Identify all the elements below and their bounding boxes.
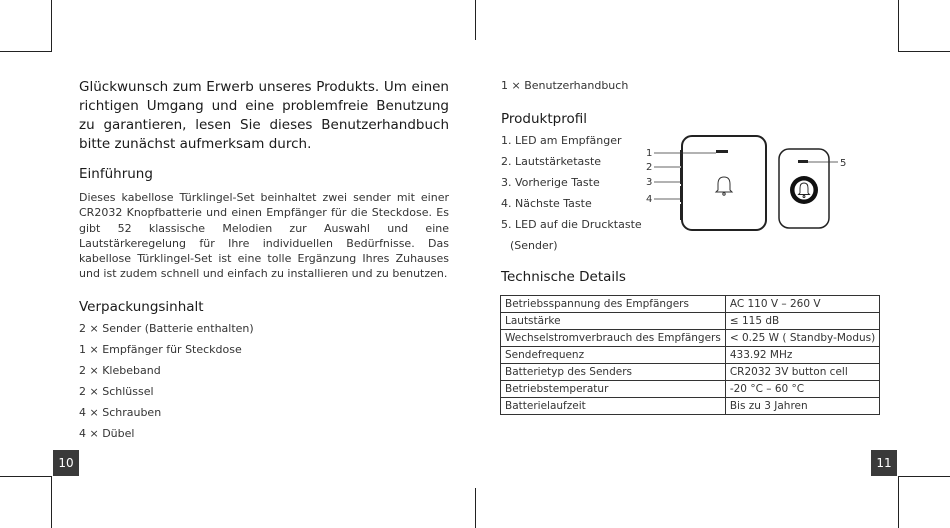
crop-mark (898, 476, 950, 477)
crop-mark (898, 476, 899, 528)
table-row (501, 398, 880, 415)
list-item: 3. Vorherige Taste (501, 176, 600, 189)
tech-heading: Technische Details (501, 269, 626, 285)
spec-value: 433.92 MHz (725, 347, 879, 364)
list-item: 4 × Schrauben (79, 406, 162, 419)
page-number-left: 10 (53, 450, 79, 476)
package-item-manual: 1 × Benutzerhandbuch (501, 79, 629, 92)
profile-heading: Produktprofil (501, 111, 587, 127)
table-row (501, 381, 880, 398)
list-item: 4 × Dübel (79, 427, 135, 440)
spec-table (500, 295, 880, 415)
crop-mark (51, 476, 52, 528)
intro-paragraph: Glückwunsch zum Erwerb unseres Produkts. Um einen richtigen Umgang und eine problemfreie Benutzung zu garantieren, lesen Sie dieses Benutzerhandbuch bitte zunächst aufmerksam durch. (79, 79, 449, 152)
spec-value: ≤ 115 dB (725, 313, 879, 330)
table-row (501, 364, 880, 381)
list-item: 1 × Empfänger für Steckdose (79, 343, 242, 356)
table-row (501, 296, 880, 313)
profile-list (501, 130, 642, 256)
list-item: 4. Nächste Taste (501, 197, 592, 210)
intro-body: Dieses kabellose Türklingel-Set beinhaltet zwei sender mit einer CR2032 Knopfbatterie und einen Empfänger für die Steckdose. Es gibt 52 klassische Melodien zur Auswahl und eine Lautstärkeregelung für Ihre individuellen Bedürfnisse. Das kabellose Türklingel-Set ist eine tolle Ergänzung Ihres Zuhauses und ist zudem schnell und einfach zu installieren und zu benutzen. (79, 191, 449, 281)
receiver-side-button (680, 204, 683, 220)
crop-mark (475, 488, 476, 528)
crop-mark (0, 51, 52, 52)
spec-value: AC 110 V – 260 V (725, 296, 879, 313)
table-row (501, 313, 880, 330)
crop-mark (0, 476, 52, 477)
list-item: 2 × Sender (Batterie enthalten) (79, 322, 254, 335)
intro-heading: Einführung (79, 166, 153, 182)
spec-value: < 0.25 W ( Standby-Modus) (725, 330, 879, 347)
spec-label: Wechselstromverbrauch des Empfängers (501, 330, 726, 347)
diagram-label-2: 2 (646, 162, 653, 173)
diagram-label-4: 4 (646, 194, 653, 205)
spec-label: Betriebstemperatur (501, 381, 726, 398)
spec-value: CR2032 3V button cell (725, 364, 879, 381)
crop-mark (898, 51, 950, 52)
bell-icon (716, 177, 732, 195)
list-item: 2 × Schlüssel (79, 385, 154, 398)
page-number-right: 11 (871, 450, 897, 476)
crop-mark (475, 0, 476, 40)
spec-label: Sendefrequenz (501, 347, 726, 364)
transmitter-led (798, 160, 808, 163)
list-item: 1. LED am Empfänger (501, 134, 622, 147)
product-diagram (640, 132, 855, 237)
receiver-led (716, 150, 728, 153)
spec-value: -20 °C – 60 °C (725, 381, 879, 398)
list-item: 2 × Klebeband (79, 364, 161, 377)
spec-label: Batterietyp des Senders (501, 364, 726, 381)
spec-value: Bis zu 3 Jahren (725, 398, 879, 415)
diagram-label-1: 1 (646, 148, 653, 159)
spec-label: Betriebsspannung des Empfängers (501, 296, 726, 313)
table-row (501, 347, 880, 364)
receiver-side-button (680, 186, 683, 202)
crop-mark (898, 0, 899, 52)
list-item: (Sender) (510, 239, 558, 252)
diagram-label-5: 5 (840, 158, 847, 169)
receiver-side-button (680, 150, 683, 166)
list-item: 2. Lautstärketaste (501, 155, 602, 168)
spec-label: Lautstärke (501, 313, 726, 330)
package-list (79, 318, 254, 444)
package-heading: Verpackungsinhalt (79, 299, 204, 315)
table-row (501, 330, 880, 347)
list-item: 5. LED auf die Drucktaste (501, 218, 642, 231)
diagram-label-3: 3 (646, 177, 653, 188)
spec-label: Batterielaufzeit (501, 398, 726, 415)
crop-mark (51, 0, 52, 52)
